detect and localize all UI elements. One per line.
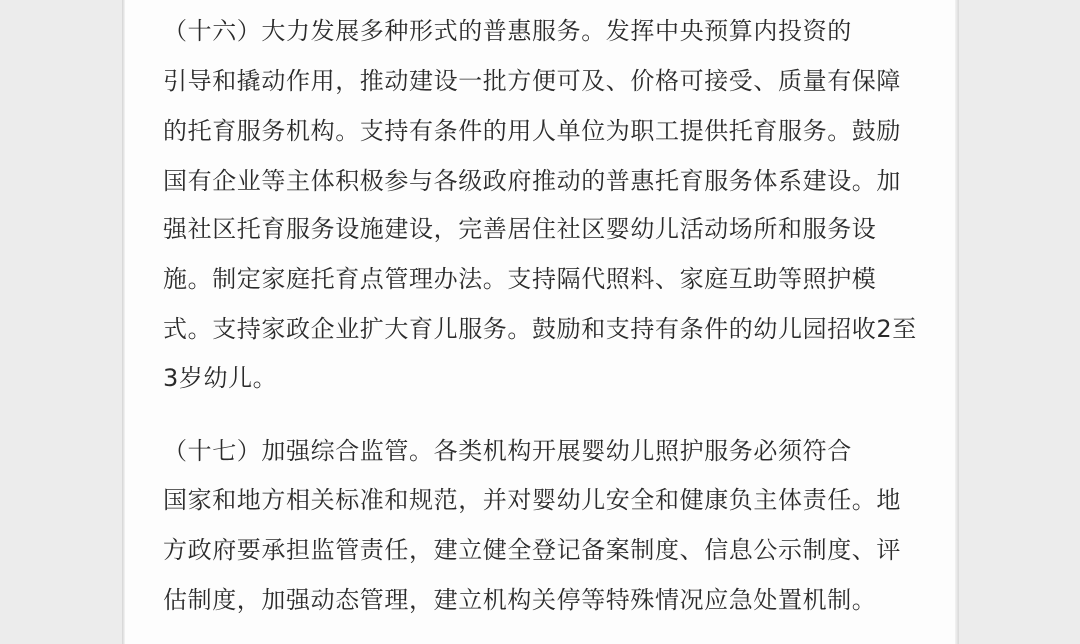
- paragraph-16-line-7: 式。支持家政企业扩大育儿服务。鼓励和支持有条件的幼儿园招收2至: [163, 315, 917, 343]
- paragraph-16-line-5: 强社区托育服务设施建设，完善居住社区婴幼儿活动场所和服务设: [163, 215, 877, 243]
- paragraph-17-line-4: 估制度，加强动态管理，建立机构关停等特殊情况应急处置机制。: [163, 586, 877, 614]
- paragraph-16-line-8: 3岁幼儿。: [163, 364, 278, 392]
- paragraph-17-line-2: 国家和地方相关标准和规范，并对婴幼儿安全和健康负主体责任。地: [163, 486, 901, 514]
- paragraph-16-line-3: 的托育服务机构。支持有条件的用人单位为职工提供托育服务。鼓励: [163, 117, 901, 145]
- paragraph-17-line-3: 方政府要承担监管责任，建立健全登记备案制度、信息公示制度、评: [163, 536, 901, 564]
- paragraph-16-line-1: （十六）大力发展多种形式的普惠服务。发挥中央预算内投资的: [163, 17, 852, 45]
- paragraph-16-line-2: 引导和撬动作用，推动建设一批方便可及、价格可接受、质量有保障: [163, 67, 901, 95]
- paragraph-16-line-4: 国有企业等主体积极参与各级政府推动的普惠托育服务体系建设。加: [163, 167, 901, 195]
- paragraph-17-line-1: （十七）加强综合监管。各类机构开展婴幼儿照护服务必须符合: [163, 437, 852, 465]
- page-right-edge: [955, 0, 959, 644]
- paragraph-16-line-6: 施。制定家庭托育点管理办法。支持隔代照料、家庭互助等照护模: [163, 265, 877, 293]
